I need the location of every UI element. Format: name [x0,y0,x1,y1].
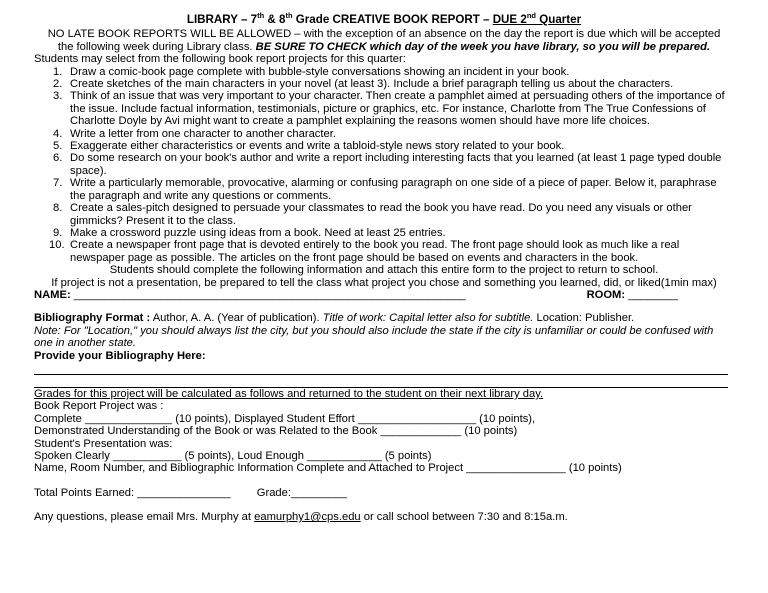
bibliography-format-text: Author, A. A. (Year of publication). [150,312,323,325]
notice-text: NO LATE BOOK REPORTS WILL BE ALLOWED – with the exception of an absence on the day the report is due which will be accepted the following week during Library class. [47,28,721,53]
list-item [34,177,734,202]
room-field[interactable] [587,289,734,301]
bibliography-format [34,312,734,324]
late-policy-notice [34,28,734,53]
title-sup: th [285,11,293,21]
list-item [34,202,734,227]
item-number: 9. [53,226,63,239]
list-item [34,239,734,264]
bibliography-format-end: Location: Publisher. [533,312,635,325]
due-text: DUE 2 [492,13,527,26]
item-number: 4. [53,127,63,140]
name-label: NAME: [34,288,71,301]
list-item [34,90,734,127]
room-label: ROOM: [586,288,626,301]
title-text: & 8 [264,13,286,26]
spacer [34,475,734,487]
item-number: 6. [53,152,63,165]
bibliography-space[interactable] [34,362,734,374]
item-number: 1. [53,65,63,78]
due-sup: nd [526,11,537,21]
item-text: Create a sales-pitch designed to persuade your classmates to read the book you have read. Do you need any visuals or other gimmicks? Present it to the class. [70,202,692,227]
item-number: 2. [53,78,63,91]
project-list [34,66,734,265]
list-item [34,78,734,90]
notice-emphasis: BE SURE TO CHECK which day of the week you have library, so you will be prepared. [255,40,711,53]
grades-header: Grades for this project will be calculated as follows and returned to the student on their next library day. [34,387,544,400]
total-points-field: Total Points Earned: _______________ [34,486,231,499]
contact-line [34,511,734,523]
item-text: Write a letter from one character to another character. [70,127,336,140]
totals-row [34,487,734,499]
instruction-line: If project is not a presentation, be prepared to tell the class what project you chose and something you learned, did, or liked(1min max) [51,276,717,289]
name-room-row [34,289,734,301]
list-item [34,152,734,177]
bibliography-note: Note: For "Location," you should always list the city, but you should also include the state if the city is unfamiliar or could be confused with one in another state. [34,324,714,350]
item-text: Make a crossword puzzle using ideas from a book. Need at least 25 entries. [70,226,446,239]
projects-intro: Students may select from the following book report projects for this quarter: [34,53,406,66]
item-text: Write a particularly memorable, provocative, alarming or confusing paragraph on one side of a piece of paper. Below it, paraphrase the paragraph and write any questions or comments. [70,177,717,202]
title-sup: th [257,11,265,21]
name-blank: _______________________________________________________________ [73,288,466,301]
name-field[interactable] [34,289,466,301]
list-item [34,227,734,239]
email-link[interactable]: eamurphy1@cps.edu [254,511,361,524]
item-text: Create sketches of the main characters in your novel (at least 3). Include a brief paragraph telling us about the characters. [70,78,674,91]
title-text: LIBRARY – 7 [186,13,258,26]
bibliography-format-italic: Title of work: Capital letter also for subtitle. [322,312,534,325]
bibliography-space[interactable] [34,375,734,387]
item-text: Draw a comic-book page complete with bubble-style conversations showing an incident in your book. [70,65,570,78]
item-number: 10. [49,239,65,252]
grade-field: Grade:_________ [256,486,347,499]
item-text: Exaggerate either characteristics or events and write a tabloid-style news story related to your book. [70,140,565,153]
grade-line-complete: Complete ______________ (10 points), Displayed Student Effort ___________________ (10 points), [34,412,536,425]
item-number: 3. [53,90,63,103]
project-label: Book Report Project was : [34,400,164,413]
contact-text: Any questions, please email Mrs. Murphy at [34,511,255,524]
item-text: Create a newspaper front page that is devoted entirely to the book you read. The front page should look as much like a real newspaper page as possible. The articles on the front page should be based on events and characters in the book. [70,239,680,264]
item-number: 7. [53,177,63,190]
room-blank: ________ [628,288,678,301]
bibliography-label: Bibliography Format : [34,312,151,325]
list-item [34,66,734,78]
list-item [34,128,734,140]
book-report-document [34,11,734,524]
page-title [34,11,734,26]
item-text: Do some research on your book's author and write a report including interesting facts that you learned (at least 1 page typed double space). [70,152,722,177]
contact-text: or call school between 7:30 and 8:15a.m. [360,511,568,524]
grade-line-spoken: Spoken Clearly ___________ (5 points), Loud Enough ____________ (5 points) [34,450,432,462]
item-text: Think of an issue that was very important to your character. Then create a pamphlet aimed at persuading others of the importance of the issue. Include factual information, testimonials, picture or graphics, etc. For instance, Charlotte from The True Confessions of Charlotte Doyle by Avi might want to create a pamphlet explaining the reasons women should have more life choices. [70,90,725,128]
instruction-line: Students should complete the following information and attach this entire form to the project to return to school. [109,264,659,277]
spacer [34,499,734,511]
grade-line-understanding: Demonstrated Understanding of the Book or was Related to the Book _____________ (10 points) [34,425,518,438]
spacer [34,301,734,312]
list-item [34,140,734,152]
title-text: Grade CREATIVE BOOK REPORT – [292,13,493,26]
presentation-label: Student's Presentation was: [34,437,173,450]
due-quarter: Quarter [536,13,582,26]
bibliography-prompt: Provide your Bibliography Here: [34,349,206,362]
grade-line-name: Name, Room Number, and Bibliographic Information Complete and Attached to Project ________________ (10 points) [34,462,622,475]
item-number: 5. [53,140,63,153]
due-date [493,13,581,26]
item-number: 8. [53,202,63,215]
